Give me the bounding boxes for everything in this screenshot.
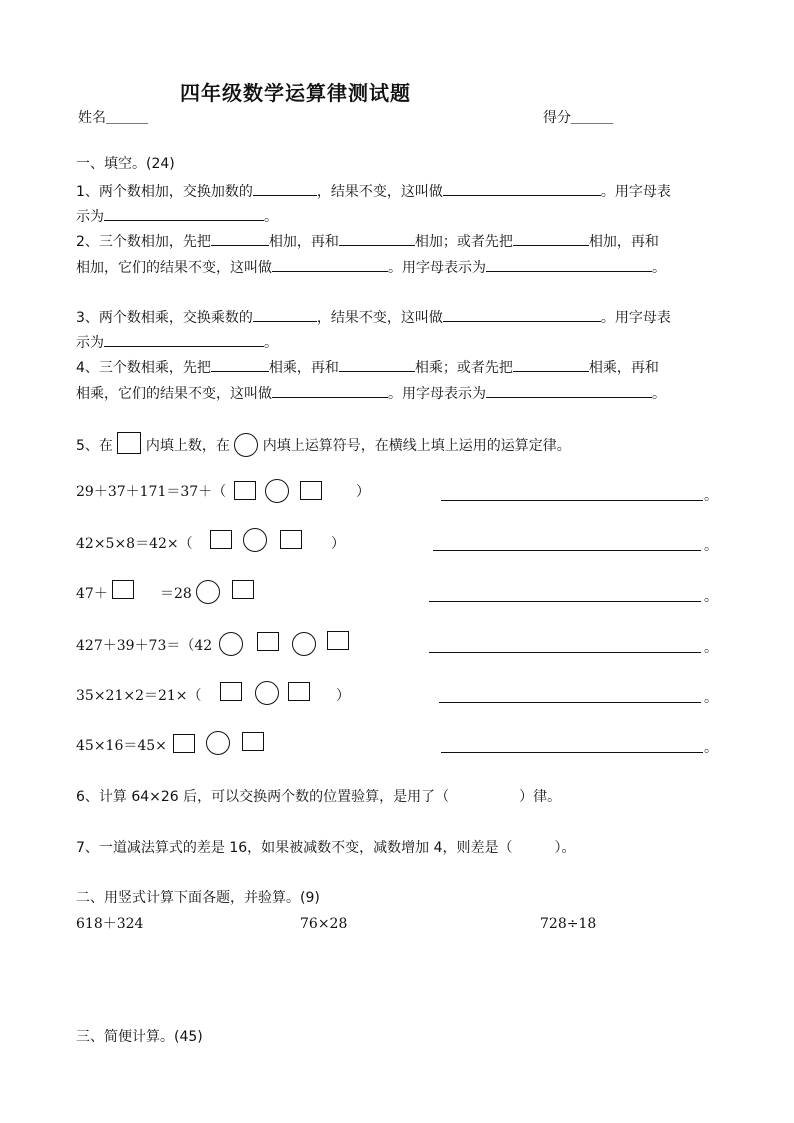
answer-box[interactable] — [327, 631, 349, 650]
answer-blank[interactable] — [272, 382, 388, 398]
answer-blank[interactable] — [211, 230, 269, 246]
q2-text: 。用字母表示为 — [388, 260, 486, 276]
q3-text: 。用字母表 — [600, 310, 671, 326]
answer-blank[interactable] — [104, 205, 264, 221]
q5-text: 5、在 — [76, 438, 113, 454]
circle-symbol — [234, 433, 258, 457]
answer-blank[interactable] — [486, 382, 652, 398]
period: 。 — [704, 640, 718, 656]
equation-5-left: 35×21×2＝21×（ — [76, 688, 202, 704]
equation-5-right: ） — [336, 688, 350, 704]
period: 。 — [704, 589, 718, 605]
equation-2-left: 42×5×8＝42×（ — [76, 536, 193, 552]
answer-blank[interactable] — [513, 230, 589, 246]
section2-heading: 二、用竖式计算下面各题，并验算。(9) — [76, 890, 320, 906]
answer-box[interactable] — [242, 732, 264, 751]
q1-text: 1、两个数相加，交换加数的 — [76, 184, 253, 200]
answer-box[interactable] — [234, 481, 256, 500]
answer-circle[interactable] — [243, 528, 267, 552]
calc-problem-1: 618＋324 — [76, 916, 144, 932]
question-5 — [76, 432, 571, 457]
q1-text: 。用字母表 — [600, 184, 671, 200]
q1-text: ，结果不变，这叫做 — [316, 184, 443, 200]
q3-text: 3、两个数相乘，交换乘数的 — [76, 310, 253, 326]
answer-circle[interactable] — [292, 632, 316, 656]
answer-blank[interactable] — [104, 331, 264, 347]
question-2-line1 — [76, 230, 659, 252]
answer-blank[interactable] — [339, 230, 415, 246]
calc-problem-3: 728÷18 — [540, 916, 597, 932]
answer-box[interactable] — [300, 481, 322, 500]
answer-box[interactable] — [220, 682, 242, 701]
answer-circle[interactable] — [196, 580, 220, 604]
q3-text: 。 — [264, 335, 278, 351]
name-field[interactable]: 姓名＿＿＿ — [78, 110, 148, 126]
equation-1-left: 29＋37＋171＝37＋（ — [76, 484, 227, 500]
period: 。 — [704, 488, 718, 504]
q2-text: 相加，再和 — [588, 234, 659, 250]
calc-problem-2: 76×28 — [300, 916, 348, 932]
q2-text: 相加；或者先把 — [414, 234, 513, 250]
q4-text: 4、三个数相乘，先把 — [76, 360, 211, 376]
equation-3-left: 47＋ — [76, 586, 108, 602]
answer-blank[interactable] — [253, 180, 317, 196]
q3-text: ，结果不变，这叫做 — [316, 310, 443, 326]
score-field[interactable]: 得分＿＿＿ — [543, 110, 613, 126]
answer-box[interactable] — [232, 580, 254, 599]
answer-box[interactable] — [288, 682, 310, 701]
q2-text: 相加，它们的结果不变，这叫做 — [76, 260, 272, 276]
answer-circle[interactable] — [219, 632, 243, 656]
question-6: 6、计算 64×26 后，可以交换两个数的位置验算，是用了（ ）律。 — [76, 789, 562, 805]
q1-text: 。 — [264, 209, 278, 225]
question-3-line2 — [76, 331, 278, 353]
law-answer-line[interactable] — [429, 601, 701, 602]
q4-text: 相乘，再和 — [268, 360, 339, 376]
answer-blank[interactable] — [272, 256, 388, 272]
law-answer-line[interactable] — [429, 652, 701, 653]
question-7: 7、一道减法算式的差是 16，如果被减数不变，减数增加 4，则差是（ ）。 — [76, 840, 576, 856]
answer-blank[interactable] — [443, 306, 601, 322]
period: 。 — [704, 538, 718, 554]
equation-2-right: ） — [331, 536, 345, 552]
question-4-line1 — [76, 356, 659, 378]
law-answer-line[interactable] — [441, 500, 703, 501]
q4-text: 相乘；或者先把 — [414, 360, 513, 376]
question-4-line2 — [76, 382, 666, 404]
answer-box[interactable] — [257, 632, 279, 651]
equation-6-left: 45×16＝45× — [76, 738, 167, 754]
period: 。 — [704, 740, 718, 756]
question-2-line2 — [76, 256, 666, 278]
answer-blank[interactable] — [443, 180, 601, 196]
answer-box[interactable] — [173, 734, 195, 753]
equation-1-right: ） — [356, 484, 370, 500]
q3-text: 示为 — [76, 335, 104, 351]
question-3-line1 — [76, 306, 671, 328]
q1-text: 示为 — [76, 209, 104, 225]
equation-3-mid: ＝28 — [160, 586, 192, 602]
answer-blank[interactable] — [513, 356, 589, 372]
answer-blank[interactable] — [486, 256, 652, 272]
q2-text: 相加，再和 — [268, 234, 339, 250]
answer-blank[interactable] — [339, 356, 415, 372]
question-1-line1 — [76, 180, 671, 202]
law-answer-line[interactable] — [441, 752, 703, 753]
box-symbol — [117, 432, 141, 454]
equation-4-left: 427＋39＋73＝（42 — [76, 638, 213, 654]
section3-heading: 三、简便计算。(45) — [76, 1029, 203, 1045]
answer-circle[interactable] — [206, 731, 230, 755]
period: 。 — [704, 690, 718, 706]
law-answer-line[interactable] — [433, 550, 701, 551]
answer-box[interactable] — [280, 530, 302, 549]
q4-text: 。用字母表示为 — [388, 386, 486, 402]
answer-box[interactable] — [112, 580, 134, 599]
answer-circle[interactable] — [255, 681, 279, 705]
answer-blank[interactable] — [253, 306, 317, 322]
answer-blank[interactable] — [211, 356, 269, 372]
q4-text: 相乘，再和 — [588, 360, 659, 376]
question-1-line2 — [76, 205, 278, 227]
page-title: 四年级数学运算律测试题 — [180, 81, 411, 105]
section1-heading: 一、填空。(24) — [76, 156, 175, 172]
q5-text: 内填上运算符号，在横线上填上运用的运算定律。 — [262, 438, 571, 454]
q4-text: 相乘，它们的结果不变，这叫做 — [76, 386, 272, 402]
answer-box[interactable] — [210, 530, 232, 549]
law-answer-line[interactable] — [439, 702, 701, 703]
q4-text: 。 — [652, 386, 666, 402]
answer-circle[interactable] — [265, 479, 289, 503]
q2-text: 2、三个数相加，先把 — [76, 234, 211, 250]
q2-text: 。 — [652, 260, 666, 276]
q5-text: 内填上数，在 — [145, 438, 230, 454]
